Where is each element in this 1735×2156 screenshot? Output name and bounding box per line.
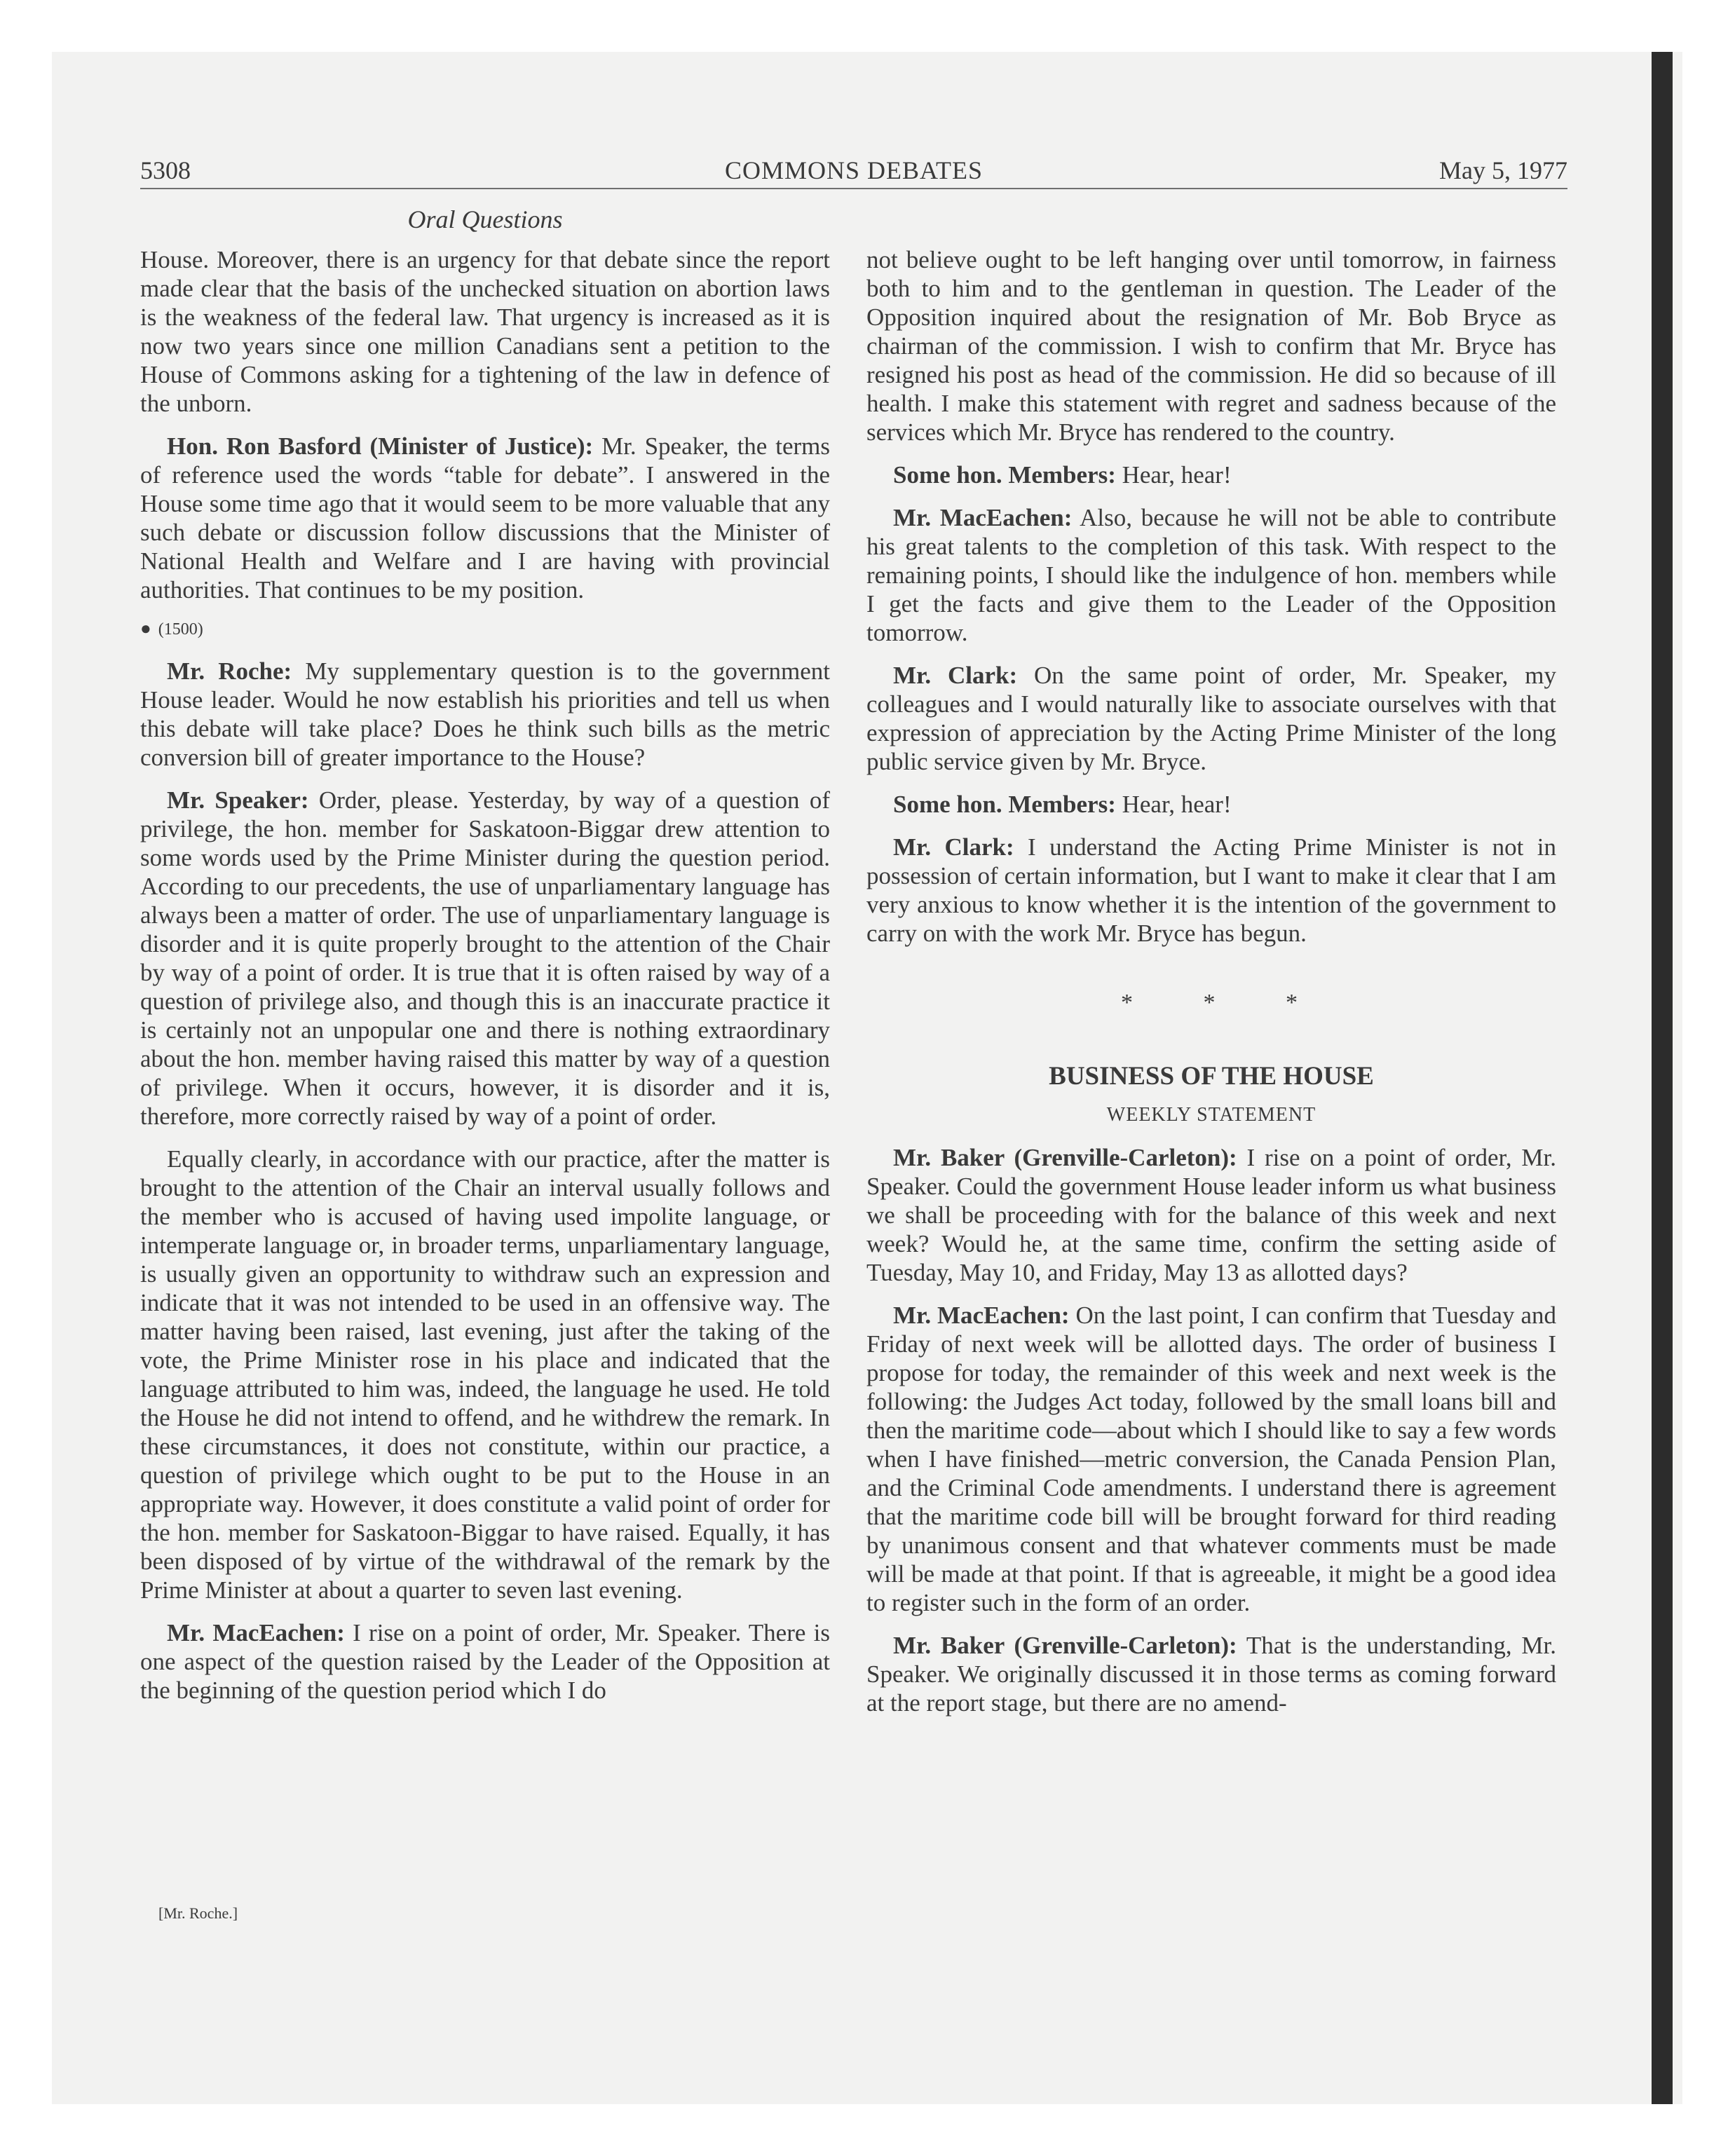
speaker-name: Mr. Speaker: bbox=[167, 786, 309, 814]
time-marker-text: (1500) bbox=[158, 620, 203, 639]
paragraph bbox=[140, 786, 830, 1131]
time-marker bbox=[140, 618, 830, 640]
bullet-icon: ● bbox=[140, 618, 151, 639]
paragraph bbox=[866, 661, 1556, 776]
section-label: Oral Questions bbox=[407, 205, 563, 233]
speaker-name: Hon. Ron Basford (Minister of Justice): bbox=[167, 432, 594, 460]
speaker-name: Mr. Clark: bbox=[893, 662, 1018, 689]
speaker-name: Mr. Baker (Grenville-Carleton): bbox=[893, 1144, 1237, 1171]
paragraph bbox=[866, 790, 1556, 819]
right-column bbox=[866, 245, 1556, 1731]
running-head bbox=[140, 153, 1567, 189]
speaker-name: Mr. Roche: bbox=[167, 657, 292, 685]
paragraph bbox=[866, 1301, 1556, 1617]
paragraph bbox=[140, 657, 830, 772]
speech-text: My supplementary question is to the government House leader. Would he now establish his priorities and tell us when this debate will take place? Does he think such bills as the metric conversion bill of greater importance to the House? bbox=[140, 657, 830, 771]
footer-note: [Mr. Roche.] bbox=[158, 1904, 238, 1922]
issue-date: May 5, 1977 bbox=[1439, 156, 1567, 184]
paragraph bbox=[140, 432, 830, 604]
speech-text: Mr. Speaker, the terms of reference used the words “table for debate”. I answered in the House some time ago that it would seem to be more valuable that any such debate or discussion follow discussions that the Minister of National Health and Welfare and I are having with provincial authorities. That continues to be my position. bbox=[140, 432, 830, 603]
speech-text: I rise on a point of order, Mr. Speaker. There is one aspect of the question raised by the Leader of the Opposition at the beginning of the question period which I do bbox=[140, 1619, 830, 1704]
speaker-name: Mr. MacEachen: bbox=[893, 1302, 1070, 1329]
speech-text: On the last point, I can confirm that Tuesday and Friday of next week will be allotted days. The order of business I propose for today, the remainder of this week and next week is the following: the Judges Act today, followed by the small loans bill and then the maritime code—about which I should like to say a few words when I have finished—metric conversion, the Canada Pension Plan, and the Criminal Code amendments. I understand there is agreement that the maritime code bill will be brought forward for third reading by unanimous consent and that whatever comments must be made will be made at that point. If that is agreeable, it might be a good idea to register such in the form of an order. bbox=[866, 1302, 1556, 1616]
paragraph bbox=[866, 833, 1556, 948]
speaker-name: Some hon. Members: bbox=[893, 791, 1116, 818]
speaker-name: Mr. Clark: bbox=[893, 833, 1014, 861]
speech-text: On the same point of order, Mr. Speaker, my colleagues and I would naturally like to associate ourselves with that expression of appreciation by the Acting Prime Minister of the long public service given by Mr. Bryce. bbox=[866, 662, 1556, 775]
paragraph bbox=[866, 460, 1556, 489]
speech-text: Hear, hear! bbox=[1115, 461, 1232, 489]
paragraph bbox=[866, 1143, 1556, 1287]
speech-text: I rise on a point of order, Mr. Speaker. Could the government House leader inform us what business we shall be proceeding with for the balance of this week and next week? Would he, at the same time, confirm the setting aside of Tuesday, May 10, and Friday, May 13 as allotted days? bbox=[866, 1144, 1557, 1286]
speech-text: That is the understanding, Mr. Speaker. We originally discussed it in those terms as coming forward at the report stage, but there are no amend- bbox=[866, 1632, 1557, 1717]
speech-text: Hear, hear! bbox=[1115, 791, 1232, 818]
section-separator: * * * bbox=[1121, 990, 1330, 1016]
speech-text: Order, please. Yesterday, by way of a question of privilege, the hon. member for Saskatoon-Biggar drew attention to some words used by the Prime Minister during the question period. According to our precedents, the use of unparliamentary language has always been a matter of order. The use of unparliamentary language is disorder and it is quite properly brought to the attention of the Chair by way of a point of order. It is true that it is often raised by way of a question of privilege also, and though this is an inaccurate practice it is certainly not an unpopular one and there is nothing extraordinary about the hon. member having raised this matter by way of a question of privilege. When it occurs, however, it is disorder and it is, therefore, more correctly raised by way of a point of order. bbox=[140, 786, 831, 1130]
paragraph: not believe ought to be left hanging over until tomorrow, in fairness both to him and to the gentleman in question. The Leader of the Opposition inquired about the resignation of Mr. Bob Bryce as chairman of the commission. I wish to confirm that Mr. Bryce has resigned his post as head of the commission. He did so because of ill health. I make this statement with regret and sadness because of the services which Mr. Bryce has rendered to the country. bbox=[866, 246, 1556, 446]
section-heading: BUSINESS OF THE HOUSE bbox=[1049, 1062, 1374, 1091]
paragraph: House. Moreover, there is an urgency for that debate since the report made clear that the basis of the unchecked situation on abortion laws is the weakness of the federal law. That urgency is increased as it is now two years since one million Canadians sent a petition to the House of Commons asking for a tightening of the law in defence of the unborn. bbox=[140, 246, 830, 417]
paragraph bbox=[140, 1618, 830, 1705]
speech-text: Also, because he will not be able to contribute his great talents to the completion of this task. With respect to the remaining points, I should like the indulgence of hon. members while I get the facts and give them to the Leader of the Opposition tomorrow. bbox=[866, 504, 1556, 646]
page-number: 5308 bbox=[140, 156, 191, 184]
paragraph bbox=[866, 1631, 1556, 1717]
left-column bbox=[140, 245, 830, 1719]
speaker-name: Mr. MacEachen: bbox=[893, 504, 1073, 531]
speaker-name: Some hon. Members: bbox=[893, 461, 1116, 489]
page-spine-shadow bbox=[1652, 52, 1673, 2104]
speaker-name: Mr. Baker (Grenville-Carleton): bbox=[893, 1632, 1237, 1659]
paragraph bbox=[866, 503, 1556, 647]
paragraph: Equally clearly, in accordance with our practice, after the matter is brought to the attention of the Chair an interval usually follows and the member who is accused of having used impolite language, or intemperate language or, in broader terms, unparliamentary language, is usually given an opportunity to withdraw such an expression and indicate that it was not intended to be used in an offensive way. The matter having been raised, last evening, just after the taking of the vote, the Prime Minister rose in his place and indicated that the language attributed to him was, indeed, the language he used. He told the House he did not intend to offend, and he withdrew the remark. In these circumstances, it does not constitute, within our practice, a question of privilege which ought to be put to the House in an appropriate way. However, it does constitute a valid point of order for the hon. member for Saskatoon-Biggar to have raised. Equally, it has been disposed of by virtue of the withdrawal of the remark by the Prime Minister at about a quarter to seven last evening. bbox=[140, 1145, 830, 1604]
speech-text: I understand the Acting Prime Minister is not in possession of certain information, but I want to make it clear that I am very anxious to know whether it is the intention of the government to carry on with the work Mr. Bryce has begun. bbox=[866, 833, 1556, 947]
publication-title: COMMONS DEBATES bbox=[724, 156, 984, 184]
speaker-name: Mr. MacEachen: bbox=[167, 1619, 345, 1646]
section-subheading: WEEKLY STATEMENT bbox=[1106, 1104, 1316, 1126]
